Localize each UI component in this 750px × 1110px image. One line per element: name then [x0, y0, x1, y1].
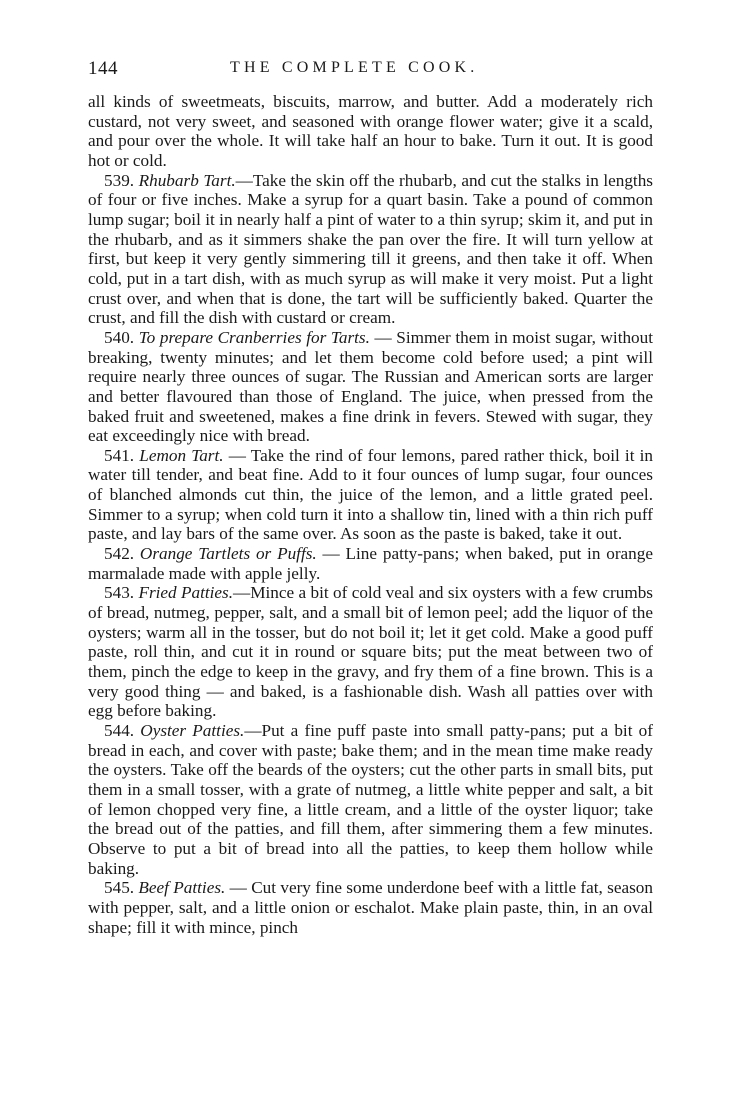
recipe-text: —Take the skin off the rhubarb, and cut the stalks in lengths of four or five inches. Make a syrup for a quart basin. Take a pound of common lump sugar; boil it in nearly half a pint of water to a thin syrup; skim it, and put in the rhubarb, and as it simmers shake the pan over the fire. It will turn yellow at first, but keep it very gently simmering till it greens, and then take it off. When cold, put in a tart dish, with as much syrup as will make it very moist. Put a light crust over, and when that is done, the tart will be sufficiently baked. Quarter the crust, and fill the dish with custard or cream. — [88, 170, 653, 328]
recipe-text: —Put a fine puff paste into small patty-pans; put a bit of bread in each, and cover with paste; bake them; and in the mean time make ready the oysters. Take off the beards of the oysters; cut the other parts in small bits, put them in a small tosser, with a grate of nutmeg, a little white pepper and salt, a bit of lemon chopped very fine, a little cream, and a little of the oyster liquor; take the bread out of the patties, and fill them, after simmering them a few minutes. Observe to put a bit of bread into all the patties, to keep them hollow while baking. — [88, 721, 654, 878]
running-head — [88, 58, 653, 88]
recipe-number: 540. — [104, 327, 135, 347]
paragraph-continuation — [88, 92, 653, 171]
recipe-number: 545. — [104, 878, 135, 898]
recipe-text: — Cut very fine some underdone beef with a little fat, season with pepper, salt, and a little onion or eschalot. Make plain paste, thin, in an oval shape; fill it with mince, pinch — [88, 878, 653, 937]
recipe-number: 542. — [104, 544, 135, 564]
recipe-number: 539. — [104, 170, 135, 190]
recipe-543 — [88, 583, 653, 721]
recipe-text: — Take the rind of four lemons, pared rather thick, boil it in water till tender, and beat fine. Add to it four ounces of lump sugar, four ounces of blanched almonds cut thin, the juice of the lemon, and a little grated peel. Simmer to a syrup; when cold turn it into a shallow tin, lined with a thin rich puff paste, and lay bars of the same over. As soon as the paste is baked, take it out. — [88, 445, 654, 544]
recipe-text: — Line patty-pans; when baked, put in orange marmalade made with apple jelly. — [88, 544, 653, 583]
recipe-540 — [88, 328, 653, 446]
recipe-text: — Simmer them in moist sugar, without breaking, twenty minutes; and let them become cold before used; a pint will require nearly three ounces of sugar. The Russian and American sorts are larger and better flavoured than those of England. The juice, when pressed from the baked fruit and sweetened, makes a fine drink in fevers. Stewed with sugar, they eat exceedingly nice with bread. — [88, 327, 654, 446]
recipe-title: Beef Patties. — [138, 878, 226, 898]
recipe-title: Rhubarb Tart. — [138, 170, 236, 190]
book-page — [88, 58, 653, 937]
body-text — [88, 92, 653, 937]
recipe-545 — [88, 878, 653, 937]
recipe-542 — [88, 544, 653, 583]
recipe-number: 544. — [104, 721, 135, 740]
recipe-title: Orange Tartlets or Puffs. — [139, 544, 317, 564]
paragraph-text: all kinds of sweetmeats, biscuits, marrow, and butter. Add a moderately rich custard, not very sweet, and seasoned with orange flower water; give it a scald, and pour over the whole. It will take half an hour to bake. Turn it out. It is good hot or cold. — [88, 92, 653, 170]
recipe-539 — [88, 171, 653, 328]
recipe-title: Lemon Tart. — [139, 445, 224, 465]
recipe-text: —Mince a bit of cold veal and six oysters with a few crumbs of bread, nutmeg, pepper, salt, and a small bit of lemon peel; add the liquor of the oysters; warm all in the tosser, but do not boil it; let it get cold. Make a good puff paste, roll thin, and cut it in round or square bits; put the meat between two of them, pinch the edge to keep in the gravy, and fry them of a fine brown. This is a very good thing — and baked, is a fashionable dish. Wash all patties over with egg before baking. — [88, 583, 653, 721]
recipe-title: Oyster Patties. — [140, 721, 245, 740]
recipe-title: To prepare Cranberries for Tarts. — [138, 327, 370, 347]
recipe-541 — [88, 446, 653, 544]
running-title: THE COMPLETE COOK. — [230, 59, 479, 76]
recipe-544 — [88, 721, 653, 878]
recipe-number: 543. — [104, 583, 135, 603]
recipe-number: 541. — [104, 445, 135, 465]
page-number: 144 — [88, 58, 118, 79]
recipe-title: Fried Patties. — [138, 583, 234, 603]
